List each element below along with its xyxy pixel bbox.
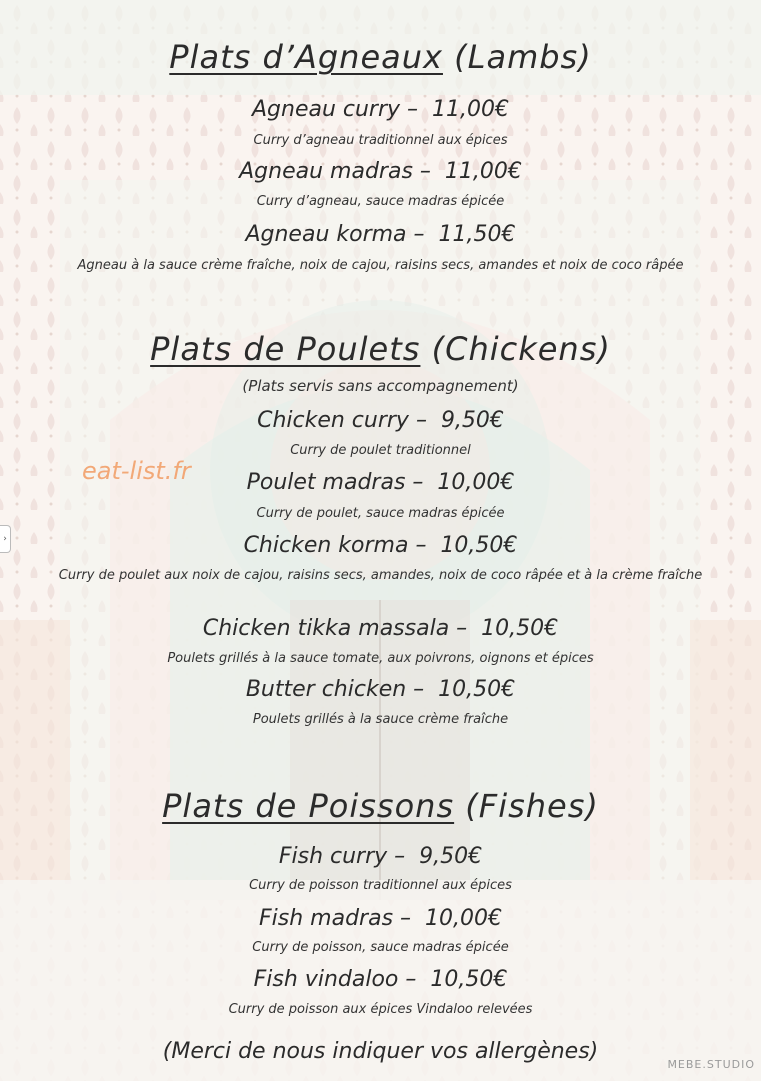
dish-description: Poulets grillés à la sauce crème fraîche (252, 712, 509, 727)
dish-description: Poulets grillés à la sauce tomate, aux poivrons, oignons et épices (167, 651, 594, 666)
dish-description: Curry de poisson traditionnel aux épices (249, 878, 512, 893)
dish-description: Curry de poisson aux épices Vindaloo relevées (228, 1002, 533, 1017)
section-title-lambs: Plats d’Agneaux (Lambs) (169, 38, 592, 76)
chevron-right-icon: › (3, 534, 7, 544)
dish-description: Curry de poisson, sauce madras épicée (252, 940, 509, 955)
section-note: (Plats servis sans accompagnement) (242, 377, 519, 395)
dish-description: Curry d’agneau, sauce madras épicée (256, 194, 505, 209)
studio-mark: MEBE.STUDIO (667, 1058, 755, 1071)
dish-agneau-korma: Agneau korma – 11,50€ (245, 222, 516, 247)
watermark: eat-list.fr (82, 457, 191, 485)
dish-fish-vindaloo: Fish vindaloo – 10,50€ (253, 967, 508, 992)
dish-chicken-tikka-massala: Chicken tikka massala – 10,50€ (202, 616, 559, 641)
dish-description: Curry d’agneau traditionnel aux épices (253, 133, 508, 148)
section-title-fishes: Plats de Poissons (Fishes) (162, 787, 599, 825)
dish-agneau-madras: Agneau madras – 11,00€ (239, 159, 522, 184)
dish-fish-curry: Fish curry – 9,50€ (278, 844, 483, 869)
dish-description: Curry de poulet traditionnel (290, 443, 471, 458)
dish-chicken-korma: Chicken korma – 10,50€ (243, 533, 518, 558)
section-title-chickens: Plats de Poulets (Chickens) (150, 330, 611, 368)
dish-poulet-madras: Poulet madras – 10,00€ (246, 470, 515, 495)
dish-description: Agneau à la sauce crème fraîche, noix de cajou, raisins secs, amandes et noix de coco râpée (77, 258, 684, 273)
side-expand-tab[interactable] (0, 525, 11, 553)
dish-chicken-curry: Chicken curry – 9,50€ (257, 408, 504, 433)
dish-fish-madras: Fish madras – 10,00€ (259, 906, 502, 931)
dish-description: Curry de poulet, sauce madras épicée (256, 506, 505, 521)
dish-description: Curry de poulet aux noix de cajou, raisins secs, amandes, noix de coco râpée et à la crème fraîche (58, 568, 703, 583)
dish-butter-chicken: Butter chicken – 10,50€ (245, 677, 516, 702)
dish-agneau-curry: Agneau curry – 11,00€ (251, 97, 510, 122)
allergen-footer: (Merci de nous indiquer vos allergènes) (162, 1039, 599, 1064)
